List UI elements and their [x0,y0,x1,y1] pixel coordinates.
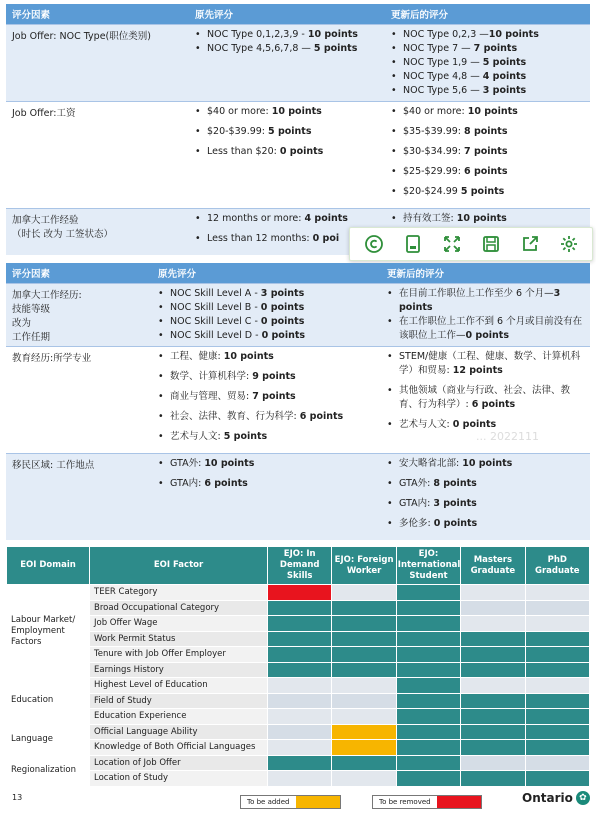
eoi-row [7,647,590,663]
eoi-cell [525,771,589,787]
item-points: 6 points [204,478,248,489]
item-text: GTA外: [170,458,205,469]
item-points: 5 points [460,186,505,197]
eoi-cell [525,647,589,663]
list-item [387,517,584,531]
eoi-row [7,724,590,740]
factor-cell: Job Offer: NOC Type(职位类别) [6,25,189,102]
list-item [158,329,375,343]
score-list [158,350,375,444]
eoi-row [7,662,590,678]
eoi-cell [461,600,525,616]
list-item [158,390,375,404]
floating-toolbar [349,227,593,261]
legend-added-swatch [296,796,340,808]
list-item [387,287,584,315]
col-header-factor: 评分因素 [6,4,189,25]
eoi-factor: Official Language Ability [90,724,268,740]
eoi-cell [396,647,460,663]
eoi-cell [396,724,460,740]
eoi-factor: Knowledge of Both Official Languages [90,740,268,756]
list-item [195,145,379,159]
item-points: 3 points [433,498,477,509]
list-item [158,370,375,384]
eoi-row [7,693,590,709]
eoi-cell [525,600,589,616]
list-item [391,105,584,119]
eoi-row [7,600,590,616]
item-text: $40 or more: [207,106,272,117]
eoi-factor: Broad Occupational Category [90,600,268,616]
item-text: 商业与管理、贸易: [170,391,253,402]
item-text: 多伦多: [399,518,434,529]
item-points: 3 points [399,288,561,313]
item-text: 工程、健康: [170,351,224,362]
eoi-cell [396,631,460,647]
list-item [387,315,584,343]
eoi-row [7,755,590,771]
comparison-table-1 [6,4,590,255]
brand-name: Ontario [522,791,573,805]
eoi-header: Masters Graduate [461,547,525,585]
eoi-factor: Job Offer Wage [90,616,268,632]
item-points: 8 points [433,478,477,489]
eoi-cell [396,678,460,694]
table-row [6,454,590,541]
factor-cell: 教育经历:所学专业 [6,347,152,454]
item-text: NOC Type 4,5,6,7,8 — [207,43,314,54]
list-item [391,185,584,199]
score-list [391,28,584,98]
eoi-row [7,631,590,647]
legend-removed [372,795,482,809]
item-points: 10 points [204,458,255,469]
item-text: NOC Skill Level A - [170,288,261,299]
legend-added [240,795,341,809]
eoi-cell [268,600,332,616]
list-item [158,287,375,301]
eoi-cell [268,631,332,647]
eoi-header: EOI Factor [90,547,268,585]
old-score-cell [189,25,385,102]
score-list [387,350,584,432]
eoi-cell [332,678,396,694]
item-text: $25-$29.99: [403,166,465,177]
item-text: NOC Skill Level C - [170,316,261,327]
list-item [391,28,584,42]
item-text: 数学、计算机科学: [170,371,253,382]
save-icon[interactable] [478,231,504,257]
item-text: NOC Skill Level D - [170,330,262,341]
item-text: 安大略省北部: [399,458,463,469]
new-score-cell [385,25,590,102]
eoi-header: EOI Domain [7,547,90,585]
item-points: 9 points [252,371,296,382]
eoi-cell [396,616,460,632]
item-points: 4 points [482,71,527,82]
eoi-cell [525,755,589,771]
eoi-cell [461,585,525,601]
eoi-domain: Labour Market/ Employment Factors [7,585,90,678]
col-header-factor: 评分因素 [6,263,152,284]
item-text: NOC Type 0,2,3 — [403,29,489,40]
eoi-factor: Work Permit Status [90,631,268,647]
comparison-table-2 [6,263,590,540]
item-points: 0 points [433,518,478,529]
item-points: 6 points [471,399,516,410]
item-text: Less than 12 months: [207,233,313,244]
item-text: STEM/健康（工程、健康、数学、计算机科学）和贸易: [399,351,581,376]
score-list [391,105,584,199]
list-item [391,70,584,84]
old-score-cell [152,347,381,454]
eoi-factor: Location of Job Offer [90,755,268,771]
eoi-header: EJO: In Demand Skills [268,547,332,585]
eoi-cell [525,585,589,601]
item-text: Less than $20: [207,146,280,157]
item-text: $40 or more: [403,106,468,117]
item-points: 5 points [482,57,527,68]
eoi-cell [268,709,332,725]
eoi-domain: Language [7,724,90,755]
eoi-cell [525,631,589,647]
eoi-cell [268,585,332,601]
item-points: 12 points [452,365,503,376]
eoi-cell [396,740,460,756]
item-points: 0 points [452,419,497,430]
list-item [387,457,584,471]
item-text: NOC Skill Level B - [170,302,261,313]
eoi-cell [461,616,525,632]
settings-icon[interactable] [556,231,582,257]
item-text: 艺术与人文: [399,419,453,430]
eoi-cell [525,616,589,632]
eoi-cell [525,662,589,678]
item-points: 7 points [252,391,296,402]
eoi-cell [461,631,525,647]
new-score-cell [381,284,590,347]
list-item [158,477,375,491]
eoi-cell [332,693,396,709]
item-points: 10 points [462,458,513,469]
score-list [195,105,379,159]
copyright-icon[interactable] [361,231,387,257]
eoi-cell [396,693,460,709]
eoi-factor: Tenure with Job Offer Employer [90,647,268,663]
item-text: $20-$24.99 [403,186,461,197]
item-points: 4 points [304,213,348,224]
eoi-cell [461,678,525,694]
item-points: 10 points [271,106,322,117]
col-header-new: 更新后的评分 [381,263,590,284]
item-text: NOC Type 1,9 — [403,57,483,68]
eoi-cell [396,771,460,787]
eoi-cell [268,771,332,787]
score-list [158,287,375,343]
eoi-row [7,709,590,725]
list-item [391,165,584,179]
eoi-row [7,585,590,601]
item-points: 10 points [307,29,358,40]
list-item [387,384,584,412]
score-list [387,457,584,531]
item-text: 在目前工作职位上工作至少 6 个月— [399,288,554,299]
eoi-domain: Education [7,678,90,725]
new-score-cell [385,102,590,209]
list-item [195,212,379,226]
item-points: 0 poi [312,233,340,244]
list-item [387,350,584,378]
item-text: GTA内: [170,478,205,489]
eoi-cell [332,740,396,756]
eoi-domain: Regionalization [7,755,90,786]
eoi-cell [268,755,332,771]
item-points: 6 points [299,411,344,422]
ontario-logo [522,791,590,805]
eoi-cell [396,600,460,616]
eoi-cell [461,647,525,663]
eoi-factor: Location of Study [90,771,268,787]
eoi-cell [332,631,396,647]
item-text: GTA内: [399,498,434,509]
col-header-new: 更新后的评分 [385,4,590,25]
eoi-table [6,546,590,787]
eoi-cell [461,709,525,725]
score-list [391,212,584,226]
factor-cell: Job Offer:工资 [6,102,189,209]
item-points: 10 points [456,213,507,224]
eoi-factor: Highest Level of Education [90,678,268,694]
eoi-cell [525,678,589,694]
item-points: 0 points [465,330,509,341]
factor-cell: 加拿大工作经验 （时长 改为 工签状态） [6,209,189,256]
item-points: 5 points [223,431,268,442]
list-item [195,42,379,56]
eoi-cell [461,724,525,740]
eoi-cell [332,755,396,771]
item-points: 5 points [268,126,312,137]
item-text: $35-$39.99: [403,126,465,137]
legend-removed-swatch [437,796,481,808]
item-text: 社会、法律、教育、行为科学: [170,411,300,422]
page-number: 13 [12,793,23,802]
eoi-row [7,616,590,632]
eoi-cell [396,585,460,601]
eoi-cell [332,724,396,740]
list-item [195,105,379,119]
old-score-cell [152,454,381,541]
eoi-cell [525,709,589,725]
eoi-header: PhD Graduate [525,547,589,585]
list-item [387,477,584,491]
eoi-cell [268,740,332,756]
item-text: NOC Type 5,6 — [403,85,483,96]
list-item [391,42,584,56]
list-item [391,212,584,226]
slide-footer [6,788,590,812]
item-points: 3 points [482,85,527,96]
col-header-old: 原先评分 [152,263,381,284]
list-item [158,301,375,315]
score-list [387,287,584,343]
item-text: 艺术与人文: [170,431,224,442]
list-item [387,497,584,511]
list-item [391,56,584,70]
item-text: 12 months or more: [207,213,305,224]
share-icon[interactable] [517,231,543,257]
eoi-cell [268,662,332,678]
expand-icon[interactable] [439,231,465,257]
score-list [195,28,379,56]
eoi-header: EJO: International Student [396,547,460,585]
eoi-cell [332,662,396,678]
item-text: 其他领域（商业与行政、社会、法律、教育、行为科学）: [399,385,571,410]
list-item [195,28,379,42]
list-item [391,145,584,159]
item-points: 10 points [488,29,539,40]
item-points: 5 points [313,43,358,54]
item-points: 0 points [279,146,324,157]
eoi-cell [396,662,460,678]
eoi-cell [396,709,460,725]
item-text: 在工作职位上工作不到 6 个月或目前没有在该职位上工作— [399,316,583,341]
eoi-cell [461,740,525,756]
eoi-cell [461,662,525,678]
eoi-row [7,771,590,787]
factor-cell: 加拿大工作经历: 技能等级 改为 工作任期 [6,284,152,347]
item-points: 3 points [260,288,305,299]
eoi-cell [268,693,332,709]
document-icon[interactable] [400,231,426,257]
eoi-cell [332,647,396,663]
item-text: 持有效工签: [403,213,457,224]
legend-removed-label: To be removed [373,796,437,808]
old-score-cell [189,102,385,209]
eoi-row [7,740,590,756]
list-item [158,350,375,364]
eoi-cell [332,585,396,601]
eoi-cell [525,740,589,756]
item-points: 0 points [260,302,305,313]
eoi-cell [396,755,460,771]
eoi-factor: Education Experience [90,709,268,725]
item-points: 10 points [467,106,518,117]
list-item [195,125,379,139]
eoi-cell [268,678,332,694]
eoi-row [7,678,590,694]
eoi-cell [461,771,525,787]
item-points: 7 points [473,43,518,54]
item-points: 0 points [261,330,306,341]
item-text: $20-$39.99: [207,126,269,137]
new-score-cell [381,454,590,541]
item-text: NOC Type 7 — [403,43,474,54]
list-item [391,84,584,98]
list-item [158,430,375,444]
eoi-cell [268,647,332,663]
item-points: 10 points [223,351,274,362]
factor-cell: 移民区域: 工作地点 [6,454,152,541]
eoi-cell [332,771,396,787]
eoi-header: EJO: Foreign Worker [332,547,396,585]
eoi-cell [332,709,396,725]
table-row [6,25,590,102]
list-item [158,410,375,424]
old-score-cell [152,284,381,347]
eoi-cell [461,755,525,771]
col-header-old: 原先评分 [189,4,385,25]
item-text: $30-$34.99: [403,146,465,157]
table-row [6,284,590,347]
trillium-icon: ✿ [576,791,590,805]
eoi-cell [461,693,525,709]
item-text: GTA外: [399,478,434,489]
eoi-cell [268,724,332,740]
table-row [6,102,590,209]
eoi-cell [332,600,396,616]
eoi-factor: Earnings History [90,662,268,678]
eoi-cell [268,616,332,632]
item-points: 8 points [464,126,508,137]
score-list [158,457,375,491]
eoi-cell [525,724,589,740]
eoi-cell [525,693,589,709]
eoi-factor: TEER Category [90,585,268,601]
list-item [158,457,375,471]
item-points: 0 points [260,316,305,327]
item-text: NOC Type 4,8 — [403,71,483,82]
eoi-factor: Field of Study [90,693,268,709]
list-item [391,125,584,139]
item-text: NOC Type 0,1,2,3,9 - [207,29,308,40]
list-item [158,315,375,329]
eoi-cell [332,616,396,632]
item-points: 7 points [464,146,508,157]
item-points: 6 points [464,166,508,177]
legend-added-label: To be added [241,796,296,808]
watermark: ... 2022111 [476,430,539,443]
